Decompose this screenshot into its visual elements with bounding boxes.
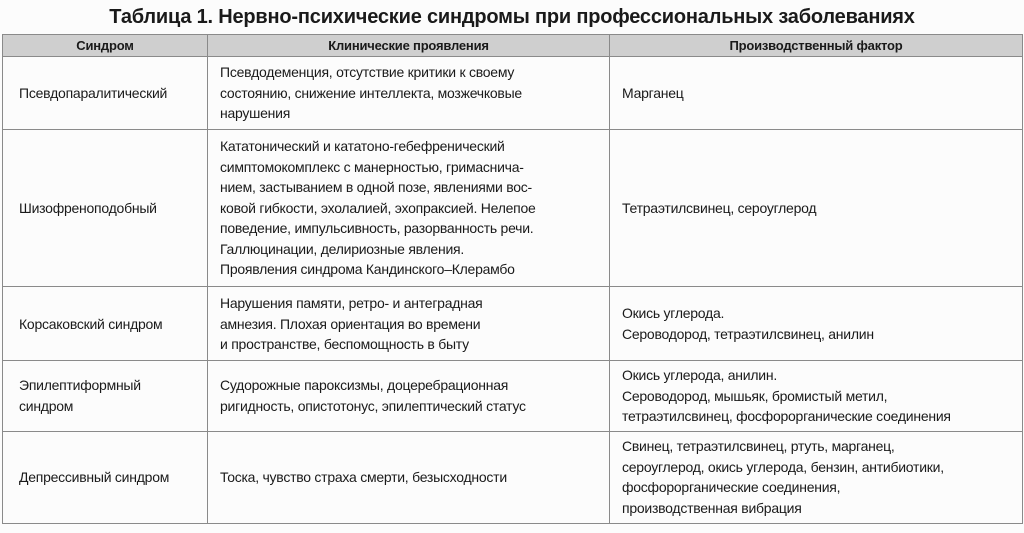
factor-line: производственная вибрация [622,499,802,516]
clinical-line: симптомокомплекс с манерностью, гримасничa- [220,158,524,175]
table-row [3,57,1023,130]
clinical-line: Псевдодеменция, отсутствие критики к своему [220,64,515,81]
header-clinical: Клинические проявления [208,35,610,57]
clinical-line: состоянию, снижение интеллекта, мозжечковые [220,84,522,101]
header-syndrome: Синдром [3,35,208,57]
clinical-line: Судорожные пароксизмы, доцеребрационная [220,377,509,394]
factor-cell [610,57,1023,130]
syndrome-line: Корсаковский синдром [19,315,163,332]
syndromes-table [2,34,1023,524]
syndrome-cell [3,129,208,287]
clinical-line: нием, застыванием в одной позе, явлениями вос- [220,179,532,196]
table-row [3,287,1023,361]
factor-line: фосфорорганические соединения, [622,479,841,496]
syndrome-line: синдром [19,397,74,414]
clinical-line: нарушения [220,105,291,122]
clinical-cell [208,57,610,130]
factor-line: Марганец [622,84,684,101]
clinical-cell [208,361,610,432]
syndrome-line: Депрессивный синдром [19,469,170,486]
clinical-line: Проявления синдрома Кандинского–Клерамбо [220,261,515,278]
clinical-line: Кататонический и кататоно-гебефренический [220,138,505,155]
clinical-line: Нарушения памяти, ретро- и антеградная [220,295,483,312]
table-row [3,431,1023,523]
clinical-line: ковой гибкости, эхолалией, эхопраксией. Нелепое [220,199,536,216]
header-factor: Производственный фактор [610,35,1023,57]
syndrome-cell [3,287,208,361]
syndrome-line: Эпилептиформный [19,377,141,394]
factor-line: Окись углерода. [622,305,725,322]
syndrome-cell [3,57,208,130]
syndrome-cell [3,431,208,523]
factor-cell [610,287,1023,361]
factor-line: Сероводород, мышьяк, бромистый метил, [622,387,888,404]
table-title: Таблица 1. Нервно-психические синдромы при профессиональных заболеваниях [109,6,915,28]
syndrome-cell [3,361,208,432]
clinical-line: и пространстве, беспомощность в быту [220,336,469,353]
factor-line: Окись углерода, анилин. [622,367,777,384]
table-row [3,129,1023,287]
clinical-line: амнезия. Плохая ориентация во времени [220,315,481,332]
factor-line: тетраэтилсвинец, фосфорорганические соединения [622,408,951,425]
factor-cell [610,431,1023,523]
clinical-cell [208,431,610,523]
clinical-line: Галлюцинации, делириозные явления. [220,240,464,257]
clinical-cell [208,129,610,287]
factor-line: Свинец, тетраэтилсвинец, ртуть, марганец, [622,438,895,455]
syndrome-line: Псевдопаралитический [19,84,168,101]
factor-line: Тетраэтилсвинец, сероуглерод [622,199,817,216]
header-row [3,35,1023,57]
factor-cell [610,361,1023,432]
clinical-line: ригидность, опистотонус, эпилептический статус [220,397,526,414]
factor-line: сероуглерод, окись углерода, бензин, антибиотики, [622,458,944,475]
clinical-line: Тоска, чувство страха смерти, безысходности [220,469,507,486]
factor-line: Сероводород, тетраэтилсвинец, анилин [622,325,874,342]
factor-cell [610,129,1023,287]
clinical-line: поведение, импульсивность, разорванность речи. [220,220,534,237]
table-row [3,361,1023,432]
clinical-cell [208,287,610,361]
syndrome-line: Шизофреноподобный [19,199,157,216]
